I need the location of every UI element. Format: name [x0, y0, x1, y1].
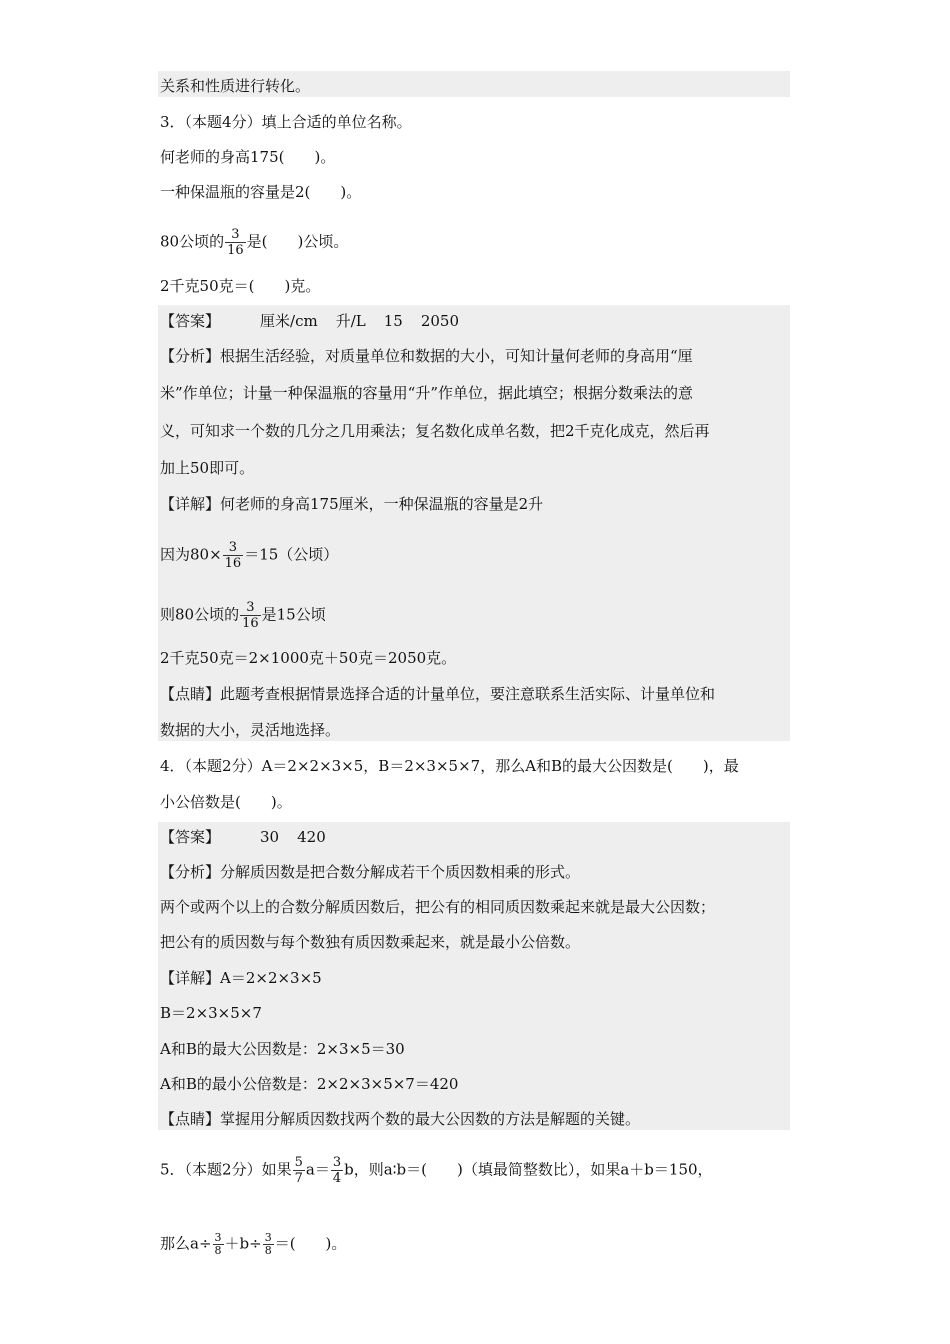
q4-title-2: 小公倍数是( )。: [160, 793, 292, 811]
q4-analysis-2: 两个或两个以上的合数分解质因数后，把公有的相同质因数乘起来就是最大公因数；: [160, 898, 716, 916]
q3-analysis-1: 【分析】根据生活经验，对质量单位和数据的大小，可知计量何老师的身高用“厘: [160, 347, 693, 365]
q4-analysis-3: 把公有的质因数与每个数独有质因数乘起来，就是最小公倍数。: [160, 933, 581, 951]
fraction-3-8: $\frac{3}{8}$: [264, 1231, 272, 1257]
q3-tip-2: 数据的大小，灵活地选择。: [160, 721, 341, 739]
fraction-3-4: $\frac{3}{4}$: [332, 1155, 342, 1186]
q4-detail-3: A和B的最大公因数是：2×3×5＝30: [160, 1040, 405, 1058]
q3-detail-2: 因为80× $\frac{3}{16}$ ＝15（公顷）: [160, 540, 339, 571]
q3-detail-1: 【详解】何老师的身高175厘米，一种保温瓶的容量是2升: [160, 495, 544, 513]
q4-title-1: 4．（本题2分）A＝2×2×3×5，B＝2×3×5×7，那么A和B的最大公因数是( )，最: [160, 757, 739, 775]
q3-analysis-4: 加上50即可。: [160, 459, 255, 477]
q3-tip-1: 【点睛】此题考查根据情景选择合适的计量单位，要注意联系生活实际、计量单位和: [160, 685, 716, 703]
q4-detail-2: B＝2×3×5×7: [160, 1004, 262, 1022]
fraction-3-8: $\frac{3}{8}$: [214, 1231, 222, 1257]
top-line: 关系和性质进行转化。: [160, 77, 311, 95]
q5-line2: 那么a÷ $\frac{3}{8}$ ＋b÷ $\frac{3}{8}$ ＝( )。: [160, 1231, 347, 1257]
q3-answer: 【答案】 厘米/cm 升/L 15 2050: [160, 312, 459, 330]
q4-analysis-1: 【分析】分解质因数是把合数分解成若干个质因数相乘的形式。: [160, 863, 581, 881]
q3-title: 3．（本题4分）填上合适的单位名称。: [160, 113, 412, 131]
fraction-5-7: $\frac{5}{7}$: [294, 1155, 303, 1186]
q4-answer: 【答案】 30 420: [160, 828, 326, 846]
fraction-3-16: $\frac{3}{16}$: [227, 227, 244, 258]
fraction-3-16: $\frac{3}{16}$: [224, 540, 242, 571]
q4-tip: 【点睛】掌握用分解质因数找两个数的最大公因数的方法是解题的关键。: [160, 1110, 641, 1128]
q3-detail-4: 2千克50克＝2×1000克＋50克＝2050克。: [160, 649, 457, 667]
fraction-3-16: $\frac{3}{16}$: [242, 600, 259, 631]
q3-line3: 80公顷的 $\frac{3}{16}$ 是( )公顷。: [160, 227, 349, 258]
shade-q3-answer: [158, 305, 790, 741]
q3-detail-3: 则80公顷的 $\frac{3}{16}$ 是15公顷: [160, 600, 326, 631]
q3-analysis-3: 义，可知求一个数的几分之几用乘法；复名数化成单名数，把2千克化成克，然后再: [160, 422, 710, 440]
q4-detail-1: 【详解】A＝2×2×3×5: [160, 969, 322, 987]
q3-line1: 何老师的身高175( )。: [160, 148, 336, 166]
q3-analysis-2: 米”作单位；计量一种保温瓶的容量用“升”作单位，据此填空；根据分数乘法的意: [160, 384, 694, 402]
q3-line2: 一种保温瓶的容量是2( )。: [160, 183, 362, 201]
q5-line1: 5．（本题2分）如果 $\frac{5}{7}$ a＝ $\frac{3}{4}$ b，则a∶b＝( )（填最简整数比），如果a＋b＝150，: [160, 1155, 713, 1186]
q4-detail-4: A和B的最小公倍数是：2×2×3×5×7＝420: [160, 1075, 459, 1093]
q3-line4: 2千克50克＝( )克。: [160, 277, 321, 295]
